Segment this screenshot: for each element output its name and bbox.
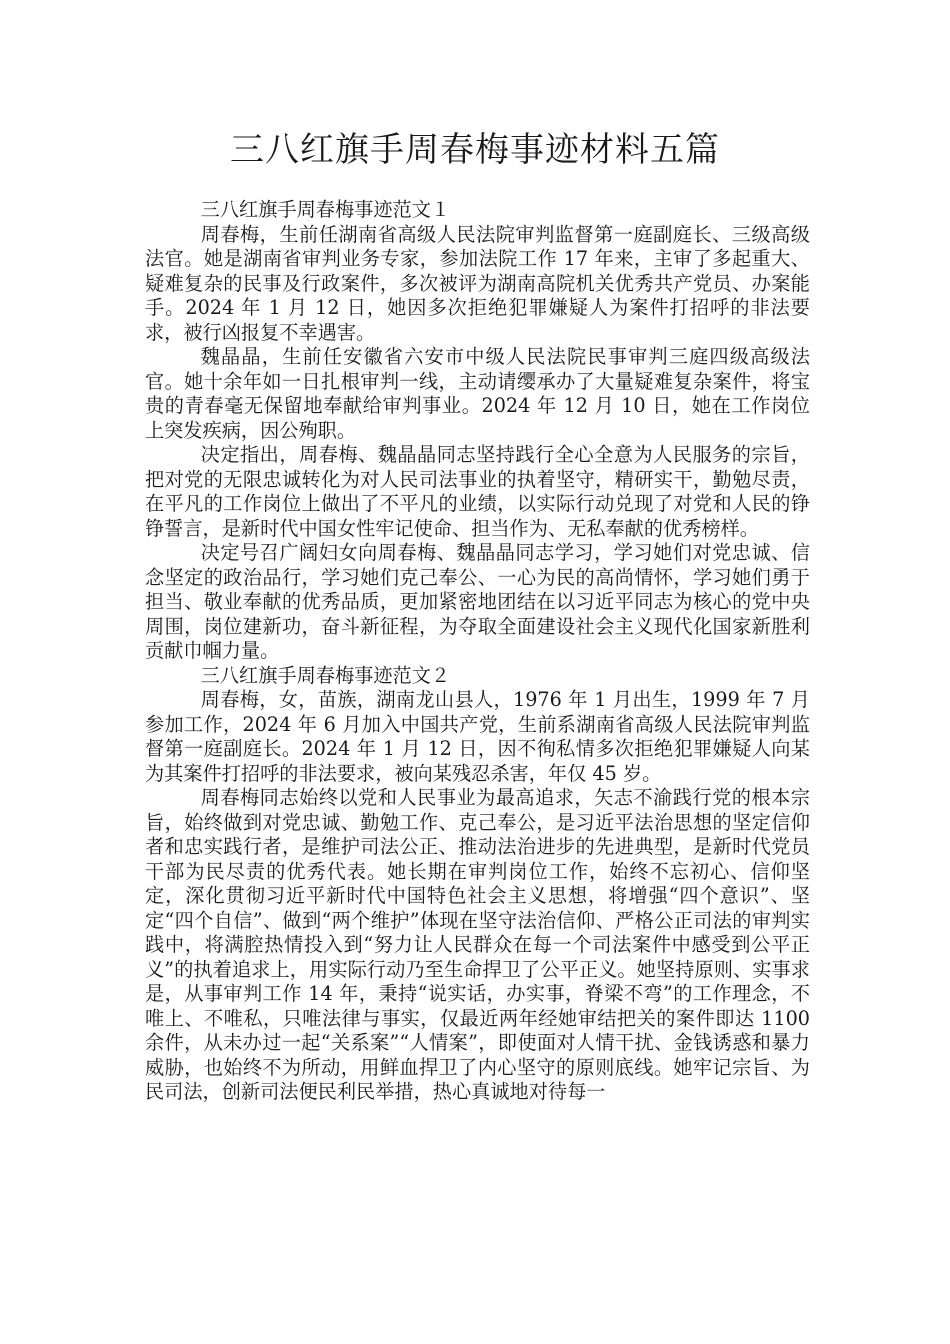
paragraph: 决定指出，周春梅、魏晶晶同志坚持践行全心全意为人民服务的宗旨，把对党的无限忠诚转化为对人民司法事业的执着坚守，精研实干，勤勉尽责，在平凡的工作岗位上做出了不平凡的业绩，以实际行动兑现了对党和人民的铮铮誓言，是新时代中国女性牢记使命、担当作为、无私奉献的优秀榜样。 xyxy=(145,443,810,540)
section-heading-2: 三八红旗手周春梅事迹范文２ xyxy=(200,663,451,687)
section-heading-1: 三八红旗手周春梅事迹范文１ xyxy=(200,198,451,221)
document-body xyxy=(145,198,810,1105)
paragraph: 周春梅，生前任湖南省高级人民法院审判监督第一庭副庭长、三级高级法官。她是湖南省审判业务专家，参加法院工作 17 年来，主审了多起重大、疑难复杂的民事及行政案件，多次被评为湖南高院机关优秀共产党员、办案能手。2024 年 1 月 12 日，她因多次拒绝犯罪嫌疑人为案件打招呼的非法要求，被行凶报复不幸遇害。 xyxy=(145,222,810,344)
paragraph: 周春梅，女，苗族，湖南龙山县人，1976 年 1 月出生，1999 年 7 月参加工作，2024 年 6 月加入中国共产党，生前系湖南省高级人民法院审判监督第一庭副庭长。2024 年 1 月 12 日，因不徇私情多次拒绝犯罪嫌疑人向某为其案件打招呼的非法要求，被向某残忍杀害，年仅 45 岁。 xyxy=(145,688,810,785)
paragraph: 决定号召广阔妇女向周春梅、魏晶晶同志学习，学习她们对党忠诚、信念坚定的政治品行，学习她们克己奉公、一心为民的高尚情怀，学习她们勇于担当、敬业奉献的优秀品质，更加紧密地团结在以习近平同志为核心的党中央周围，岗位建新功，奋斗新征程，为夺取全面建设社会主义现代化国家新胜利贡献巾帼力量。 xyxy=(145,541,810,662)
document-title: 三八红旗手周春梅事迹材料五篇 xyxy=(230,130,720,170)
paragraph: 周春梅同志始终以党和人民事业为最高追求，矢志不渝践行党的根本宗旨，始终做到对党忠诚、勤勉工作、克己奉公，是习近平法治思想的坚定信仰者和忠实践行者，是维护司法公正、推动法治进步的先进典型，是新时代党员干部为民尽责的优秀代表。她长期在审判岗位工作，始终不忘初心、信仰坚定，深化贯彻习近平新时代中国特色社会主义思想，将增强“四个意识”、坚定“四个自信”、做到“两个维护”体现在坚守法治信仰、严格公正司法的审判实践中，将满腔热情投入到“努力让人民群众在每一个司法案件中感受到公平正义”的执着追求上，用实际行动乃至生命捍卫了公平正义。她坚持原则、实事求是，从事审判工作 14 年，秉持“说实话，办实事，脊梁不弯”的工作理念，不唯上、不唯私，只唯法律与事实，仅最近两年经她审结把关的案件即达 1100 余件，从未办过一起“关系案”“人情案”，即使面对人情干扰、金钱诱惑和暴力威胁，也始终不为所动，用鲜血捍卫了内心坚守的原则底线。她牢记宗旨、为民司法，创新司法便民利民举措，热心真诚地对待每一 xyxy=(145,786,810,1103)
paragraph: 魏晶晶，生前任安徽省六安市中级人民法院民事审判三庭四级高级法官。她十余年如一日扎根审判一线，主动请缨承办了大量疑难复杂案件，将宝贵的青春毫无保留地奉献给审判事业。2024 年 12 月 10 日，她在工作岗位上突发疾病，因公殉职。 xyxy=(145,345,810,442)
